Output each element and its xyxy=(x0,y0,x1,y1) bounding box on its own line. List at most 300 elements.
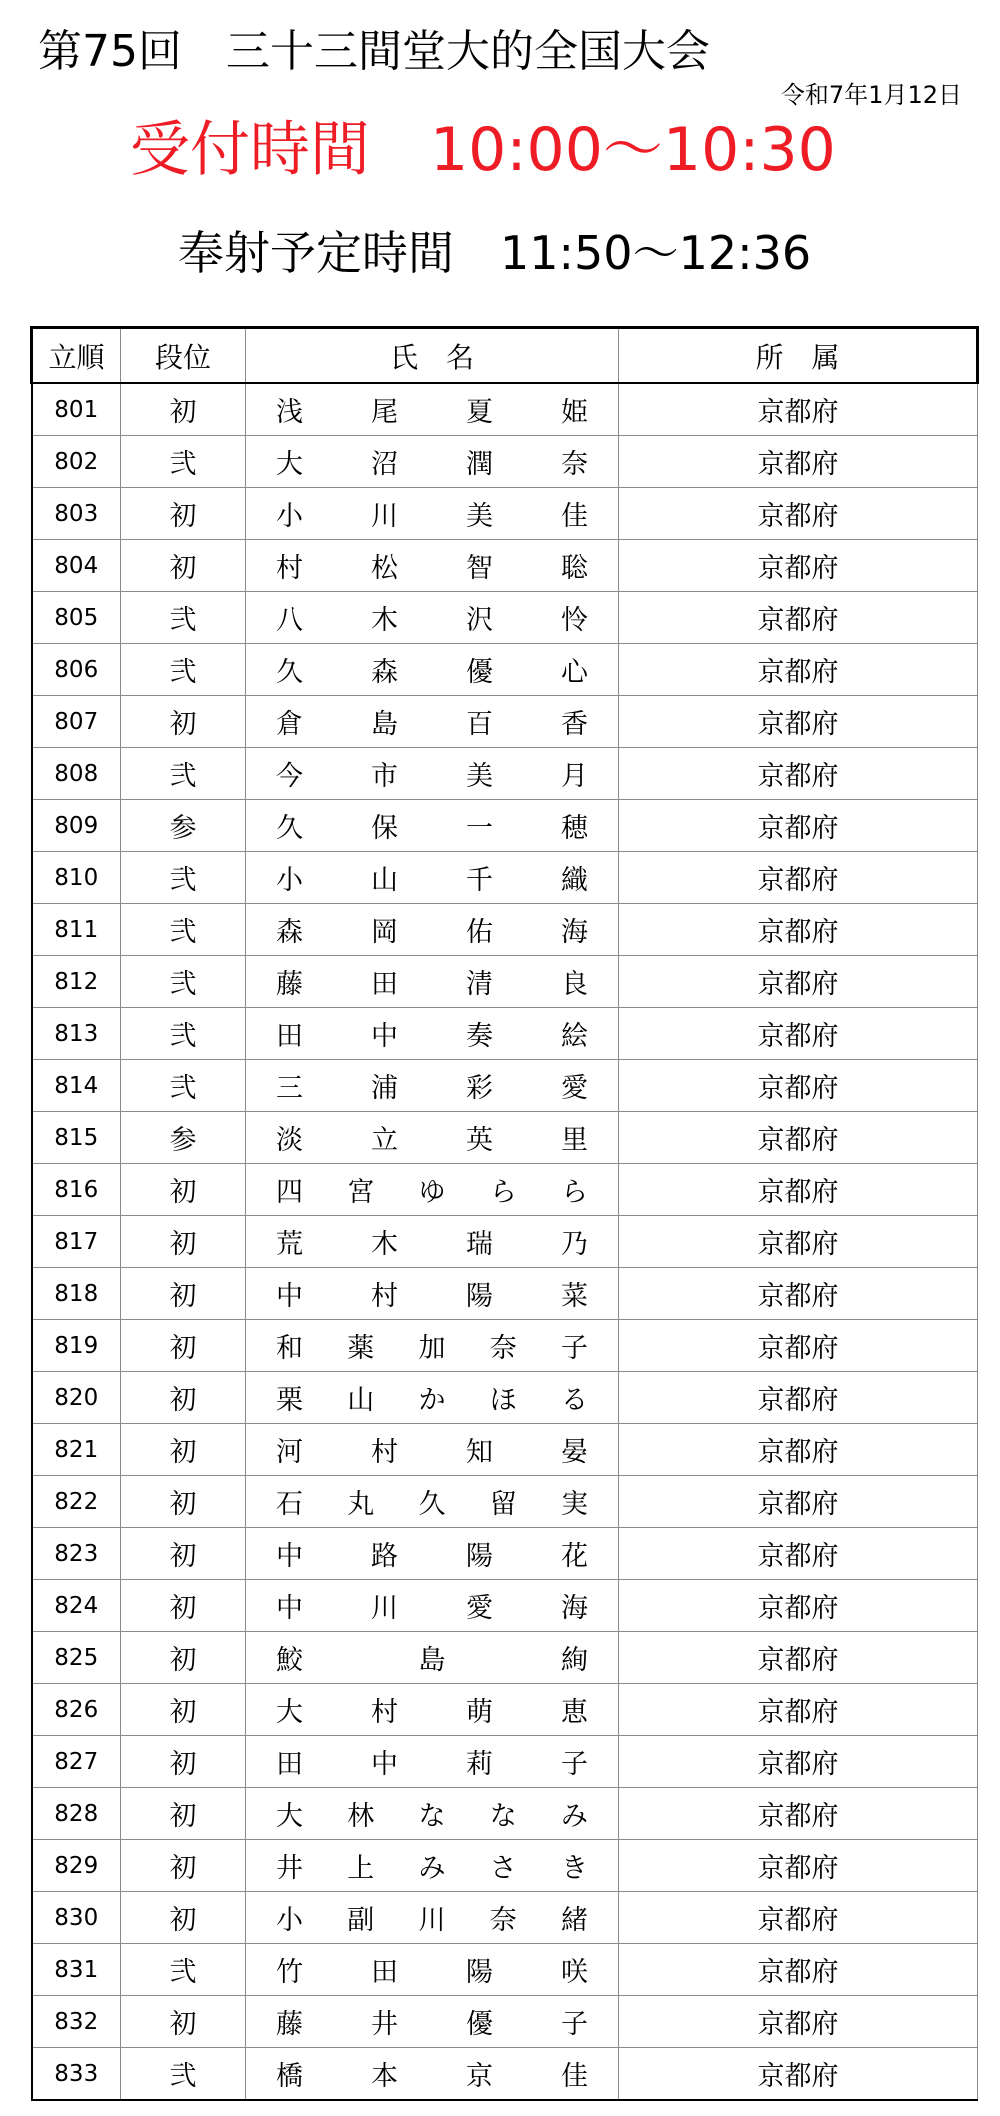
name-character: 奈 xyxy=(489,1905,517,1936)
name-cell xyxy=(246,1892,619,1944)
name-character: 留 xyxy=(489,1489,517,1520)
name-character: 萌 xyxy=(466,1697,493,1728)
affiliation-cell: 京都府 xyxy=(619,1788,978,1840)
name-character: 淡 xyxy=(276,1125,303,1156)
name-characters xyxy=(276,2054,588,2093)
name-character: 佳 xyxy=(561,2061,588,2092)
name-character: 藤 xyxy=(276,969,303,1000)
table-row xyxy=(32,748,978,800)
name-characters xyxy=(276,806,588,845)
name-character: 宮 xyxy=(347,1177,375,1208)
name-cell xyxy=(246,800,619,852)
name-characters xyxy=(276,2002,588,2041)
start-order-cell: 823 xyxy=(32,1528,121,1580)
rank-cell: 弐 xyxy=(121,748,246,800)
rank-cell: 弐 xyxy=(121,1008,246,1060)
name-characters xyxy=(276,1586,588,1625)
start-order-cell: 829 xyxy=(32,1840,121,1892)
affiliation-cell: 京都府 xyxy=(619,1476,978,1528)
name-cell xyxy=(246,436,619,488)
name-character: 田 xyxy=(276,1021,303,1052)
name-character: 中 xyxy=(276,1541,303,1572)
name-character: 四 xyxy=(276,1177,303,1208)
start-order-cell: 828 xyxy=(32,1788,121,1840)
name-character: 子 xyxy=(561,1749,588,1780)
name-cell xyxy=(246,383,619,436)
name-character: る xyxy=(561,1385,588,1416)
name-characters xyxy=(276,1898,588,1937)
rank-cell: 弐 xyxy=(121,2048,246,2101)
name-character: き xyxy=(561,1853,588,1884)
start-order-cell: 832 xyxy=(32,1996,121,2048)
rank-cell: 初 xyxy=(121,1476,246,1528)
name-characters xyxy=(276,390,588,429)
name-characters xyxy=(276,1066,588,1105)
start-order-cell: 802 xyxy=(32,436,121,488)
name-cell xyxy=(246,1164,619,1216)
name-characters xyxy=(276,650,588,689)
affiliation-cell: 京都府 xyxy=(619,436,978,488)
name-cell xyxy=(246,1320,619,1372)
affiliation-cell: 京都府 xyxy=(619,488,978,540)
name-characters xyxy=(276,1430,588,1469)
name-character: 大 xyxy=(276,449,303,480)
name-characters xyxy=(276,1222,588,1261)
name-character: 小 xyxy=(276,1905,303,1936)
rank-cell: 初 xyxy=(121,1216,246,1268)
header-rank: 段位 xyxy=(121,328,246,384)
name-characters xyxy=(276,1274,588,1313)
name-character: 大 xyxy=(276,1697,303,1728)
name-character: な xyxy=(418,1801,446,1832)
name-character: ゆ xyxy=(418,1177,446,1208)
start-order-cell: 807 xyxy=(32,696,121,748)
affiliation-cell: 京都府 xyxy=(619,800,978,852)
name-character: 久 xyxy=(418,1489,446,1520)
affiliation-cell: 京都府 xyxy=(619,1424,978,1476)
name-cell xyxy=(246,1112,619,1164)
start-order-cell: 817 xyxy=(32,1216,121,1268)
name-characters xyxy=(276,1846,588,1885)
name-cell xyxy=(246,1476,619,1528)
name-character: 森 xyxy=(276,917,303,948)
affiliation-cell: 京都府 xyxy=(619,1216,978,1268)
name-character: 香 xyxy=(561,709,588,740)
name-character: 奏 xyxy=(466,1021,493,1052)
name-cell xyxy=(246,904,619,956)
name-character: 晏 xyxy=(561,1437,588,1468)
name-character: 木 xyxy=(371,605,398,636)
name-cell xyxy=(246,1684,619,1736)
start-order-cell: 804 xyxy=(32,540,121,592)
table-row xyxy=(32,1320,978,1372)
table-row xyxy=(32,1684,978,1736)
name-cell xyxy=(246,1840,619,1892)
name-character: 佑 xyxy=(466,917,493,948)
affiliation-cell: 京都府 xyxy=(619,1684,978,1736)
rank-cell: 初 xyxy=(121,540,246,592)
name-character: 中 xyxy=(276,1281,303,1312)
rank-cell: 初 xyxy=(121,1528,246,1580)
start-order-cell: 825 xyxy=(32,1632,121,1684)
affiliation-cell: 京都府 xyxy=(619,592,978,644)
name-character: 海 xyxy=(561,1593,588,1624)
table-row xyxy=(32,1164,978,1216)
event-title: 第75回 三十三間堂大的全国大会 xyxy=(38,26,710,77)
name-character: 咲 xyxy=(561,1957,588,1988)
name-character: 実 xyxy=(561,1489,588,1520)
table-row xyxy=(32,1424,978,1476)
affiliation-cell: 京都府 xyxy=(619,1008,978,1060)
table-row xyxy=(32,956,978,1008)
table-row xyxy=(32,1476,978,1528)
name-character: 花 xyxy=(561,1541,588,1572)
rank-cell: 弐 xyxy=(121,1944,246,1996)
table-row xyxy=(32,1892,978,1944)
rank-cell: 初 xyxy=(121,1788,246,1840)
rank-cell: 弐 xyxy=(121,956,246,1008)
affiliation-cell: 京都府 xyxy=(619,1736,978,1788)
rank-cell: 初 xyxy=(121,1268,246,1320)
rank-cell: 初 xyxy=(121,1424,246,1476)
start-order-cell: 811 xyxy=(32,904,121,956)
name-cell xyxy=(246,1216,619,1268)
name-cell xyxy=(246,1944,619,1996)
table-row xyxy=(32,800,978,852)
name-character: 加 xyxy=(418,1333,446,1364)
affiliation-cell: 京都府 xyxy=(619,956,978,1008)
name-characters xyxy=(276,1482,588,1521)
event-date: 令和7年1月12日 xyxy=(780,81,962,109)
name-character: 林 xyxy=(347,1801,375,1832)
name-characters xyxy=(276,1794,588,1833)
name-characters xyxy=(276,1014,588,1053)
start-order-cell: 830 xyxy=(32,1892,121,1944)
table-row xyxy=(32,1632,978,1684)
name-character: 浅 xyxy=(276,397,303,428)
name-character: 久 xyxy=(276,813,303,844)
name-character: 百 xyxy=(466,709,493,740)
name-character: 鮫 xyxy=(276,1645,303,1676)
name-cell xyxy=(246,1580,619,1632)
name-cell xyxy=(246,956,619,1008)
name-character: 海 xyxy=(561,917,588,948)
table-row xyxy=(32,1008,978,1060)
name-character: 竹 xyxy=(276,1957,303,1988)
table-row xyxy=(32,696,978,748)
affiliation-cell: 京都府 xyxy=(619,1112,978,1164)
scheduled-shooting-time: 奉射予定時間 11:50～12:36 xyxy=(178,226,812,280)
name-character: 路 xyxy=(371,1541,398,1572)
name-character: 京 xyxy=(466,2061,493,2092)
rank-cell: 初 xyxy=(121,1320,246,1372)
affiliation-cell: 京都府 xyxy=(619,904,978,956)
name-character: 子 xyxy=(561,1333,588,1364)
rank-cell: 初 xyxy=(121,1684,246,1736)
name-character: 石 xyxy=(276,1489,303,1520)
name-character: 知 xyxy=(466,1437,493,1468)
start-order-cell: 819 xyxy=(32,1320,121,1372)
name-characters xyxy=(276,494,588,533)
start-order-cell: 821 xyxy=(32,1424,121,1476)
name-character: 中 xyxy=(276,1593,303,1624)
name-cell xyxy=(246,1736,619,1788)
name-character: 清 xyxy=(466,969,493,1000)
name-character: 副 xyxy=(347,1905,375,1936)
rank-cell: 参 xyxy=(121,1112,246,1164)
name-character: ら xyxy=(489,1177,517,1208)
start-order-cell: 808 xyxy=(32,748,121,800)
name-character: 里 xyxy=(561,1125,588,1156)
name-character: 小 xyxy=(276,501,303,532)
start-order-cell: 826 xyxy=(32,1684,121,1736)
name-character: 小 xyxy=(276,865,303,896)
name-character: 島 xyxy=(418,1645,446,1676)
name-character: 夏 xyxy=(466,397,493,428)
name-character: 八 xyxy=(276,605,303,636)
name-character: 優 xyxy=(466,2009,493,2040)
name-characters xyxy=(276,442,588,481)
name-characters xyxy=(276,1326,588,1365)
rank-cell: 初 xyxy=(121,1580,246,1632)
affiliation-cell: 京都府 xyxy=(619,1164,978,1216)
name-character: 中 xyxy=(371,1749,398,1780)
affiliation-cell: 京都府 xyxy=(619,1268,978,1320)
affiliation-cell: 京都府 xyxy=(619,1320,978,1372)
name-cell xyxy=(246,1632,619,1684)
name-character: 本 xyxy=(371,2061,398,2092)
header-affiliation: 所 属 xyxy=(619,328,978,384)
affiliation-cell: 京都府 xyxy=(619,383,978,436)
name-character: 緒 xyxy=(561,1905,588,1936)
start-order-cell: 806 xyxy=(32,644,121,696)
name-character: 藤 xyxy=(276,2009,303,2040)
name-character: 月 xyxy=(561,761,588,792)
name-character: 陽 xyxy=(466,1541,493,1572)
table-row xyxy=(32,1216,978,1268)
rank-cell: 初 xyxy=(121,488,246,540)
name-character: 沼 xyxy=(371,449,398,480)
name-character: 荒 xyxy=(276,1229,303,1260)
name-cell xyxy=(246,696,619,748)
name-cell xyxy=(246,592,619,644)
table-row xyxy=(32,436,978,488)
name-characters xyxy=(276,1742,588,1781)
entry-table-container xyxy=(30,326,976,2110)
name-character: 田 xyxy=(276,1749,303,1780)
name-character: 絵 xyxy=(561,1021,588,1052)
name-character: 子 xyxy=(561,2009,588,2040)
name-character: 村 xyxy=(276,553,303,584)
start-order-cell: 810 xyxy=(32,852,121,904)
name-characters xyxy=(276,702,588,741)
name-character: み xyxy=(418,1853,446,1884)
name-cell xyxy=(246,1788,619,1840)
header-start-order: 立順 xyxy=(32,328,121,384)
name-character: 浦 xyxy=(371,1073,398,1104)
name-cell xyxy=(246,1372,619,1424)
affiliation-cell: 京都府 xyxy=(619,1372,978,1424)
table-row xyxy=(32,1736,978,1788)
name-cell xyxy=(246,644,619,696)
affiliation-cell: 京都府 xyxy=(619,1060,978,1112)
name-character: 奈 xyxy=(489,1333,517,1364)
rank-cell: 初 xyxy=(121,383,246,436)
name-cell xyxy=(246,2048,619,2101)
name-cell xyxy=(246,488,619,540)
name-character: 織 xyxy=(561,865,588,896)
affiliation-cell: 京都府 xyxy=(619,852,978,904)
name-character: 心 xyxy=(561,657,588,688)
table-row xyxy=(32,1580,978,1632)
name-character: 智 xyxy=(466,553,493,584)
name-character: 良 xyxy=(561,969,588,1000)
name-character: 千 xyxy=(466,865,493,896)
name-character: 沢 xyxy=(466,605,493,636)
name-character: 英 xyxy=(466,1125,493,1156)
name-character: 尾 xyxy=(371,397,398,428)
name-character: か xyxy=(418,1385,446,1416)
name-cell xyxy=(246,852,619,904)
start-order-cell: 805 xyxy=(32,592,121,644)
table-row xyxy=(32,1788,978,1840)
name-character: 奈 xyxy=(561,449,588,480)
name-characters xyxy=(276,858,588,897)
table-row xyxy=(32,488,978,540)
name-characters xyxy=(276,1118,588,1157)
name-character: 陽 xyxy=(466,1957,493,1988)
name-character: 愛 xyxy=(561,1073,588,1104)
affiliation-cell: 京都府 xyxy=(619,644,978,696)
affiliation-cell: 京都府 xyxy=(619,1580,978,1632)
table-row xyxy=(32,2048,978,2101)
name-character: 村 xyxy=(371,1437,398,1468)
rank-cell: 弐 xyxy=(121,592,246,644)
table-body xyxy=(32,383,978,2100)
name-character: 聡 xyxy=(561,553,588,584)
start-order-cell: 814 xyxy=(32,1060,121,1112)
name-character: 森 xyxy=(371,657,398,688)
table-row xyxy=(32,904,978,956)
rank-cell: 初 xyxy=(121,1996,246,2048)
header-name: 氏 名 xyxy=(246,328,619,384)
name-character: 市 xyxy=(371,761,398,792)
table-row xyxy=(32,1060,978,1112)
name-character: 山 xyxy=(371,865,398,896)
name-character: 栗 xyxy=(276,1385,303,1416)
name-characters xyxy=(276,1534,588,1573)
name-character: 井 xyxy=(371,2009,398,2040)
rank-cell: 弐 xyxy=(121,852,246,904)
start-order-cell: 824 xyxy=(32,1580,121,1632)
name-cell xyxy=(246,1060,619,1112)
name-cell xyxy=(246,1008,619,1060)
start-order-cell: 816 xyxy=(32,1164,121,1216)
start-order-cell: 827 xyxy=(32,1736,121,1788)
name-character: 一 xyxy=(466,813,493,844)
start-order-cell: 812 xyxy=(32,956,121,1008)
affiliation-cell: 京都府 xyxy=(619,1892,978,1944)
table-row xyxy=(32,1840,978,1892)
name-character: 姫 xyxy=(561,397,588,428)
table-row xyxy=(32,1112,978,1164)
start-order-cell: 801 xyxy=(32,383,121,436)
start-order-cell: 818 xyxy=(32,1268,121,1320)
name-character: 山 xyxy=(347,1385,375,1416)
rank-cell: 初 xyxy=(121,1372,246,1424)
name-character: 三 xyxy=(276,1073,303,1104)
name-character: 優 xyxy=(466,657,493,688)
affiliation-cell: 京都府 xyxy=(619,696,978,748)
table-row xyxy=(32,852,978,904)
start-order-cell: 822 xyxy=(32,1476,121,1528)
rank-cell: 初 xyxy=(121,1164,246,1216)
name-character: 倉 xyxy=(276,709,303,740)
name-character: 田 xyxy=(371,969,398,1000)
name-characters xyxy=(276,1170,588,1209)
affiliation-cell: 京都府 xyxy=(619,748,978,800)
name-character: 保 xyxy=(371,813,398,844)
table-row xyxy=(32,1528,978,1580)
rank-cell: 初 xyxy=(121,696,246,748)
name-character: 菜 xyxy=(561,1281,588,1312)
name-cell xyxy=(246,1996,619,2048)
table-row xyxy=(32,540,978,592)
name-character: 和 xyxy=(276,1333,303,1364)
name-character: 美 xyxy=(466,761,493,792)
name-character: 潤 xyxy=(466,449,493,480)
name-character: 川 xyxy=(371,501,398,532)
name-cell xyxy=(246,1528,619,1580)
name-character: 莉 xyxy=(466,1749,493,1780)
name-character: 松 xyxy=(371,553,398,584)
affiliation-cell: 京都府 xyxy=(619,1528,978,1580)
affiliation-cell: 京都府 xyxy=(619,540,978,592)
name-characters xyxy=(276,1690,588,1729)
name-character: 薬 xyxy=(347,1333,375,1364)
name-character: 丸 xyxy=(347,1489,375,1520)
name-characters xyxy=(276,598,588,637)
table-row xyxy=(32,644,978,696)
name-character: な xyxy=(489,1801,517,1832)
rank-cell: 弐 xyxy=(121,436,246,488)
table-row xyxy=(32,1944,978,1996)
name-character: 田 xyxy=(371,1957,398,1988)
name-characters xyxy=(276,1378,588,1417)
reception-time: 受付時間 10:00～10:30 xyxy=(130,115,836,185)
name-character: 乃 xyxy=(561,1229,588,1260)
name-character: 愛 xyxy=(466,1593,493,1624)
name-character: 美 xyxy=(466,501,493,532)
affiliation-cell: 京都府 xyxy=(619,1840,978,1892)
name-characters xyxy=(276,1638,588,1677)
name-character: 橋 xyxy=(276,2061,303,2092)
table-row xyxy=(32,592,978,644)
start-order-cell: 833 xyxy=(32,2048,121,2101)
start-order-cell: 820 xyxy=(32,1372,121,1424)
affiliation-cell: 京都府 xyxy=(619,2048,978,2101)
table-header-row xyxy=(32,328,978,384)
name-character: 穂 xyxy=(561,813,588,844)
table-row xyxy=(32,1996,978,2048)
name-characters xyxy=(276,1950,588,1989)
name-cell xyxy=(246,748,619,800)
start-order-cell: 809 xyxy=(32,800,121,852)
name-character: 陽 xyxy=(466,1281,493,1312)
name-characters xyxy=(276,910,588,949)
start-order-cell: 831 xyxy=(32,1944,121,1996)
name-character: 島 xyxy=(371,709,398,740)
